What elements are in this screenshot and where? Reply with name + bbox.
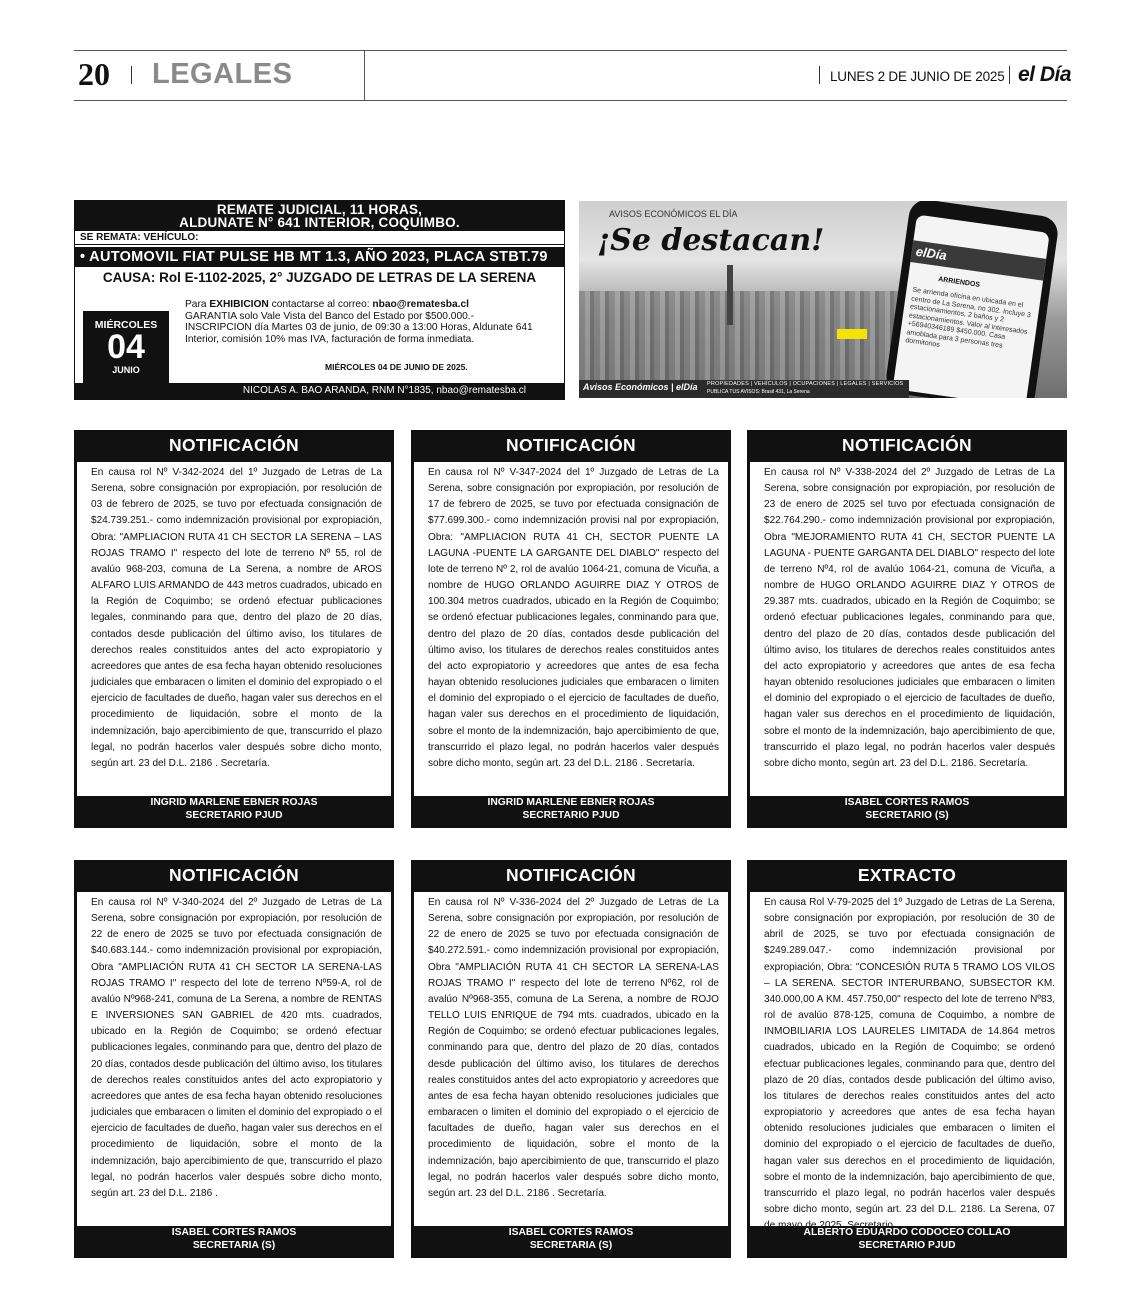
- notice-signature: [411, 796, 731, 828]
- promo-footer-address: PUBLICA TUS AVISOS: Brasil 431, La Serena: [707, 389, 810, 395]
- notice-signer: ISABEL CORTES RAMOS: [844, 797, 970, 808]
- notice-signer: ALBERTO EDUARDO CODOCEO COLLAO: [803, 1227, 1011, 1238]
- notice-role: SECRETARIO (S): [865, 810, 949, 821]
- notice-body: En causa Rol V-79-2025 del 1º Juzgado de Letras de La Serena, sobre consignación por expropiación, por resolución de 30 de abril de 2025, se tuvo por efectuada consignación de $249.289.047.- como indemnización provisional por expropiación, Obra: "CONCESIÓN RUTA 5 TRAMO LOS VILOS – LA SERENA. SECTOR INTERURBANO, SUBSECTOR KM. 340.000,00 A KM. 457.750,00" respecto del lote de terreno Nº83, rol de avalúo 878-125, comuna de Coquimbo, a nombre de INMOBILIARIA LOS LAURELES LIMITADA de 14.864 metros cuadrados, ubicado en la Región de Coquimbo; se ordenó efectuar publicaciones legales, conminando para que, dentro del plazo de 20 días, contados desde publicación del último aviso, los titulares de derechos reales constituidos antes del acto expropiatorio y acreedores que antes de esa fecha hayan obtenido resoluciones judiciales que embaracen o limiten el dominio del expropiado o el ejercicio de facultades de dueño, hagan valer sus derechos en el procedimiento de liquidación, sobre el monto de la indemnización, bajo apercibimiento de que, transcurrido el plazo legal, no podrán hacerlos valer después sobre dicho monto, según art. 23 del D.L. 2186. La Serena, 07 de mayo de 2025. Secretario: [750, 892, 1064, 1226]
- remate-inscripcion: INSCRIPCION día Martes 03 de junio, de 09:30 a 13:00 Horas, Aldunate 641 Interior, comisión 10% mas IVA, facturación de forma inmediata.: [185, 322, 533, 345]
- notice-card: [411, 860, 731, 1258]
- notice-signature: [74, 1226, 394, 1258]
- notice-heading: NOTIFICACIÓN: [842, 435, 972, 455]
- header-top-rule: [74, 50, 1067, 51]
- remate-title-line2: ALDUNATE N° 641 INTERIOR, COQUIMBO.: [179, 215, 460, 230]
- exhibicion-label: EXHIBICION: [209, 299, 269, 310]
- promo-banner: [579, 201, 1067, 398]
- remate-title: [75, 201, 564, 230]
- remate-when: MIÉRCOLES 04 DE JUNIO DE 2025.: [325, 362, 468, 372]
- notice-signature: [411, 1226, 731, 1258]
- exhibicion-mid: contactarse al correo:: [268, 299, 373, 310]
- remate-day-name: MIÉRCOLES: [94, 319, 158, 331]
- remate-month: JUNIO: [112, 365, 140, 375]
- notice-role: SECRETARIO PJUD: [522, 810, 620, 821]
- notice-card: [747, 430, 1067, 828]
- phone-brand: elDía: [910, 240, 1046, 280]
- notice-heading: NOTIFICACIÓN: [169, 435, 299, 455]
- phone-section: ARRIENDOS: [937, 276, 981, 289]
- notice-body: En causa rol Nº V-340-2024 del 2º Juzgado de Letras de La Serena, sobre consignación por expropiación, por resolución de 22 de enero de 2025 se tuvo por efectuada consignación de $40.683.144.- como indemnización provisional por expropiación, Obra "AMPLIACIÓN RUTA 41 CH SECTOR LA SERENA-LAS ROJAS TRAMO I" respecto del lote de terreno Nº59-A, rol de avalúo Nº968-241, comuna de La Serena, a nombre de RENTAS E INVERSIONES SAN GABRIEL de 420 mts. cuadrados, ubicado en la Región de Coquimbo; se ordenó efectuar publicaciones legales, conminando para que, dentro del plazo de 20 días, contados desde publicación del último aviso, los titulares de derechos reales constituidos antes del acto expropiatorio y acreedores que antes de esa fecha hayan obtenido resoluciones judiciales que embaracen o limiten el dominio del expropiado o el ejercicio de facultades de dueño, hagan valer sus derechos en el procedimiento de liquidación, sobre el monto de la indemnización, bajo apercibimiento de que, transcurrido el plazo legal, no podrán hacerlos valer después sobre dicho monto, según art. 23 del D.L. 2186 .: [77, 892, 391, 1226]
- notice-heading: EXTRACTO: [857, 865, 957, 885]
- phone-text: Se arrienda oficina en ubicada en el centro de La Serena, no 302. Incluye 3 estacionamientos, 2 baños y 2 estacionamientos. Valor al interesados +56940346189 $450.000. Casa amoblada para 3 personas tres dormitorios: [904, 286, 1032, 350]
- remate-causa: CAUSA: Rol E-1102-2025, 2° JUZGADO DE LETRAS DE LA SERENA: [102, 270, 537, 285]
- notice-body: En causa rol Nº V-342-2024 del 1º Juzgado de Letras de La Serena, sobre consignación por expropiación, por resolución de 03 de febrero de 2025, se tuvo por efectuada consignación de $24.739.251.- como indemnización provisional por expropiación, Obra: "AMPLIACION RUTA 41 CH SECTOR LA SERENA – LAS ROJAS TRAMO I" respecto del lote de terreno Nº 55, rol de avalúo 968-203, comuna de La Serena, a nombre de AROS ALFARO LUIS ARMANDO de 443 metros cuadrados, ubicado en la Región de Coquimbo; se ordenó efectuar publicaciones legales, conminando para que, dentro del plazo de 20 días, contados desde publicación del último aviso, los titulares de derechos reales constituidos antes del acto expropiatorio y acreedores que antes de esa fecha hayan obtenido resoluciones judiciales que embaracen o limiten el dominio del expropiado o el ejercicio de facultades de dueño, hagan valer sus derechos en el procedimiento de liquidación, sobre el monto de la indemnización, bajo apercibimiento de que, transcurrido el plazo legal, no podrán hacerlos valer después sobre dicho monto, según art. 23 del D.L. 2186 . Secretaría.: [77, 462, 391, 796]
- brand-separator: [1009, 66, 1010, 84]
- promo-footer: [579, 380, 909, 398]
- notice-card: [74, 860, 394, 1258]
- issue-date: LUNES 2 DE JUNIO DE 2025: [830, 69, 1005, 84]
- notice-heading: NOTIFICACIÓN: [506, 435, 636, 455]
- notice-role: SECRETARIA (S): [529, 1240, 613, 1251]
- newspaper-brand: el Día: [1018, 63, 1072, 86]
- notice-signer: INGRID MARLENE EBNER ROJAS: [150, 797, 318, 808]
- notice-signature: [747, 1226, 1067, 1258]
- promo-footer-brand: Avisos Económicos | elDía: [583, 382, 698, 392]
- notice-heading: NOTIFICACIÓN: [169, 865, 299, 885]
- remate-garantia: GARANTIA solo Vale Vista del Banco del Estado por $500.000.-: [185, 310, 475, 322]
- remate-subject: SE REMATA: VEHÍCULO:: [75, 230, 564, 245]
- remate-ad: [74, 200, 565, 400]
- notice-card: [747, 860, 1067, 1258]
- header-separator: [131, 66, 132, 84]
- notice-signer: ISABEL CORTES RAMOS: [171, 1227, 297, 1238]
- promo-slogan: ¡Se destacan!: [597, 223, 825, 258]
- exhibicion-prefix: Para: [185, 299, 210, 310]
- notice-body: En causa rol Nº V-347-2024 del 1º Juzgado de Letras de La Serena, sobre consignación por expropiación, por resolución de 17 de febrero de 2025, se tuvo por efectuada consignación de $77.699.300.- como indemnización provisi nal por expropiación, Obra: "AMPLIACION RUTA 41 CH, SECTOR PUENTE LA LAGUNA -PUENTE LA GARGANTE DEL DIABLO" respecto del lote de terreno Nº 2, rol de avalúo 1064-21, comuna de Vicuña, a nombre de HUGO ORLANDO AGUIRRE DIAZ Y OTROS de 100.304 metros cuadrados, ubicado en la Región de Coquimbo; se ordenó efectuar publicaciones legales, conminando para que, dentro del plazo de 20 días, contados desde publicación del último aviso, los titulares de derechos reales constituidos antes del acto expropiatorio y acreedores que antes de esa fecha hayan obtenido resoluciones judiciales que embaracen o limiten el dominio del expropiado o el ejercicio de facultades de dueño, hagan valer sus derechos en el procedimiento de liquidación, sobre el monto de la indemnización, bajo apercibimiento de que, transcurrido el plazo legal, no podrán hacerlos valer después sobre dicho monto, según art. 23 del D.L. 2186 . Secretaría.: [414, 462, 728, 796]
- notice-role: SECRETARIO PJUD: [185, 810, 283, 821]
- remate-date-box: [83, 311, 169, 385]
- notice-body: En causa rol Nº V-336-2024 del 2º Juzgado de Letras de La Serena, sobre consignación por expropiación, por resolución de 22 de enero de 2025 se tuvo por efectuada consignación de $40.272.591.- como indemnización provisional por expropiación, Obra "AMPLIACIÓN RUTA 41 CH SECTOR LA SERENA-LAS ROJAS TRAMO I" respecto del lote de terreno Nº62, rol de avalúo Nº968-355, comuna de La Serena, a nombre de ROJO TELLO LUIS ENRIQUE de 794 mts. cuadrados, ubicado en la Región de Coquimbo; se ordenó efectuar publicaciones legales, conminando para que, dentro del plazo de 20 días, contados desde publicación del último aviso, los titulares de derechos reales constituidos antes del acto expropiatorio y acreedores que antes de esa fecha hayan obtenido resoluciones judiciales que embaracen o limiten el dominio del expropiado o el ejercicio de facultades de dueño, hagan valer sus derechos en el procedimiento de liquidación, sobre el monto de la indemnización, bajo apercibimiento de que, transcurrido el plazo legal, no podrán hacerlos valer después sobre dicho monto, según art. 23 del D.L. 2186 . Secretaría.: [414, 892, 728, 1226]
- notice-role: SECRETARIA (S): [192, 1240, 276, 1251]
- remate-details: [185, 299, 565, 345]
- notice-signer: INGRID MARLENE EBNER ROJAS: [487, 797, 655, 808]
- remate-vehicle: • AUTOMOVIL FIAT PULSE HB MT 1.3, AÑO 2023, PLACA STBT.79: [75, 247, 564, 267]
- exhibicion-email: nbao@rematesba.cl: [372, 299, 469, 310]
- notice-card: [411, 430, 731, 828]
- remate-title-line1: REMATE JUDICIAL, 11 HORAS,: [216, 202, 423, 217]
- header-bottom-rule: [74, 100, 1067, 101]
- remate-day: 04: [107, 328, 145, 366]
- promo-tag: AVISOS ECONÓMICOS EL DÍA: [609, 209, 738, 219]
- notice-body: En causa rol Nº V-338-2024 del 2º Juzgado de Letras de La Serena, sobre consignación por expropiación, por resolución de 23 de enero de 2025 sel tuvo por efectuada consignación de $22.764.290.- como indemnización provisional por expropiación, Obra "MEJORAMIENTO RUTA 41 CH, SECTOR PUENTE LA LAGUNA - PUENTE GARGANTA DEL DIABLO" respecto del lote de terreno Nº4, rol de avalúo 1064-21, comuna de Vicuña, a nombre de HUGO ORLANDO AGUIRRE DIAZ Y OTROS de 29.387 mts. cuadrados, ubicado en la Región de Coquimbo; se ordenó efectuar publicaciones legales, conminando para que, dentro del plazo de 20 días, contados desde publicación del último aviso, los titulares de derechos reales constituidos antes del acto expropiatorio y acreedores que antes de esa fecha hayan obtenido resoluciones judiciales que embaracen o limiten el dominio del expropiado o el ejercicio de facultades de dueño, hagan valer sus derechos en el procedimiento de liquidación, sobre el monto de la indemnización, bajo apercibimiento de que, transcurrido el plazo legal, no podrán hacerlos valer después sobre dicho monto, según art. 23 del D.L. 2186. Secretaría.: [750, 462, 1064, 796]
- notice-signature: [747, 796, 1067, 828]
- phone-screen: [893, 214, 1050, 398]
- remate-exhibicion: [185, 299, 565, 311]
- remate-footer: NICOLAS A. BAO ARANDA, RNM N°1835, nbao@rematesba.cl: [75, 383, 564, 399]
- notice-signature: [74, 796, 394, 828]
- page-number: 20: [78, 56, 110, 92]
- phone-mockup: [884, 201, 1060, 398]
- church-tower: [727, 265, 733, 325]
- notice-card: [74, 430, 394, 828]
- highlight-mark: [837, 329, 867, 339]
- section-title: LEGALES: [152, 58, 293, 90]
- notice-signer: ISABEL CORTES RAMOS: [508, 1227, 634, 1238]
- notice-heading: NOTIFICACIÓN: [506, 865, 636, 885]
- date-separator: [819, 66, 820, 84]
- notice-role: SECRETARIO PJUD: [858, 1240, 956, 1251]
- promo-footer-categories: PROPIEDADES | VEHÍCULOS | OCUPACIONES | LEGALES | SERVICIOS: [707, 381, 904, 387]
- header-divider: [364, 51, 365, 100]
